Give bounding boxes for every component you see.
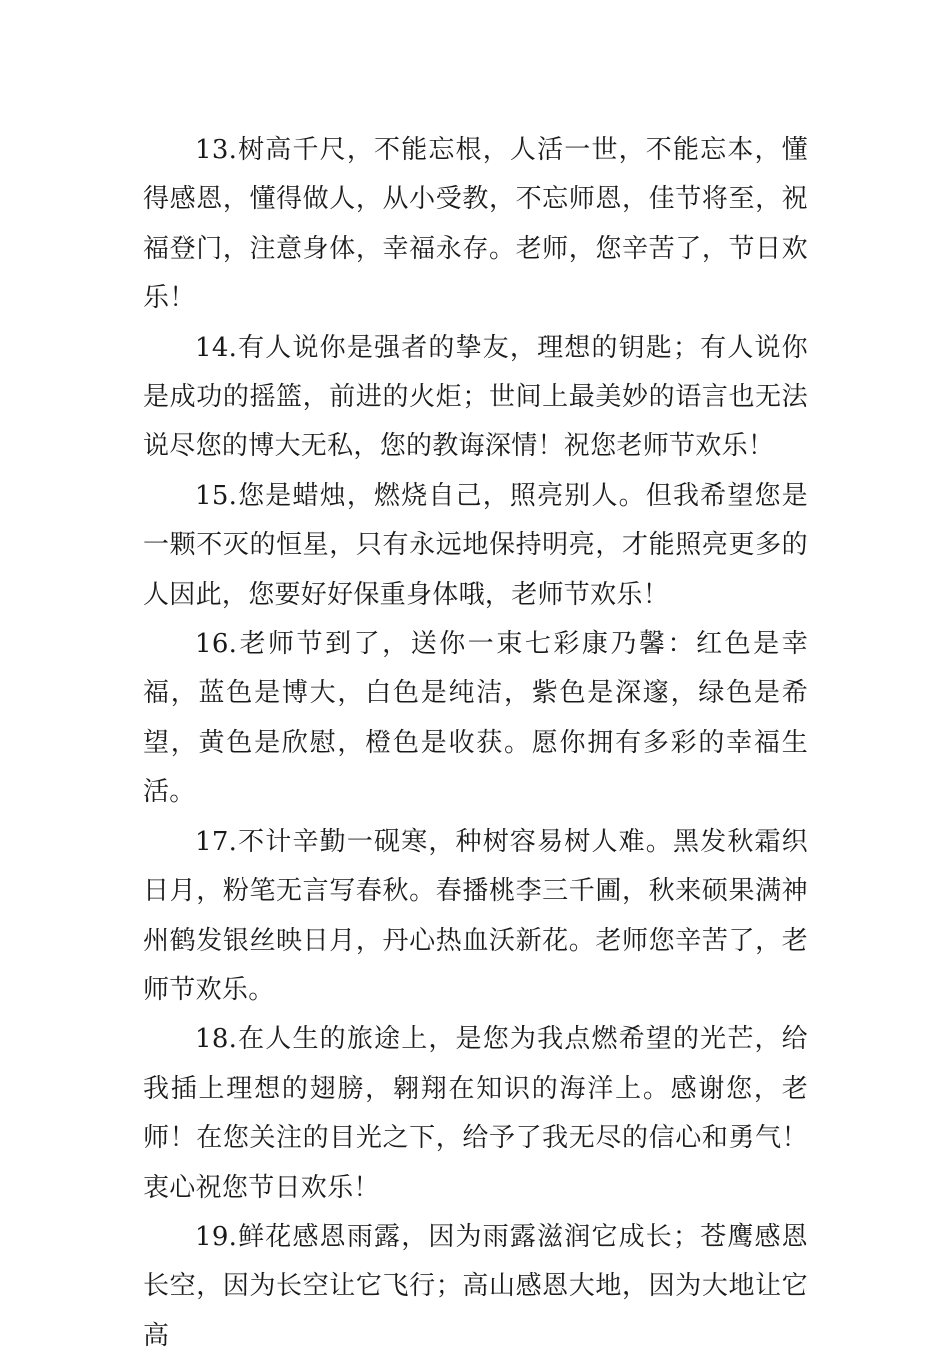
- paragraph-14: 14.有人说你是强者的挚友，理想的钥匙；有人说你是成功的摇篮，前进的火炬；世间上最美妙的语言也无法说尽您的博大无私，您的教诲深情！祝您老师节欢乐！: [143, 332, 808, 462]
- paragraph-15: 15.您是蜡烛，燃烧自己，照亮别人。但我希望您是一颗不灭的恒星，只有永远地保持明亮，才能照亮更多的人因此，您要好好保重身体哦，老师节欢乐！: [143, 480, 808, 610]
- paragraph-13: 13.树高千尺，不能忘根，人活一世，不能忘本，懂得感恩，懂得做人，从小受教，不忘师恩，佳节将至，祝福登门，注意身体，幸福永存。老师，您辛苦了，节日欢乐！: [143, 135, 808, 314]
- paragraph-18: 18.在人生的旅途上，是您为我点燃希望的光芒，给我插上理想的翅膀，翱翔在知识的海洋上。感谢您，老师！在您关注的目光之下，给予了我无尽的信心和勇气！衷心祝您节日欢乐！: [143, 1024, 808, 1203]
- paragraph-17: 17.不计辛勤一砚寒，种树容易树人难。黑发秋霜织日月，粉笔无言写春秋。春播桃李三千圃，秋来硕果满神州鹤发银丝映日月，丹心热血沃新花。老师您辛苦了，老师节欢乐。: [143, 826, 808, 1005]
- paragraph-16: 16.老师节到了，送你一束七彩康乃馨：红色是幸福，蓝色是博大，白色是纯洁，紫色是深邃，绿色是希望，黄色是欣慰，橙色是收获。愿你拥有多彩的幸福生活。: [143, 629, 808, 808]
- paragraph-19: 19.鲜花感恩雨露，因为雨露滋润它成长；苍鹰感恩长空，因为长空让它飞行；高山感恩大地，因为大地让它高: [143, 1221, 808, 1351]
- document-body: [143, 126, 808, 1361]
